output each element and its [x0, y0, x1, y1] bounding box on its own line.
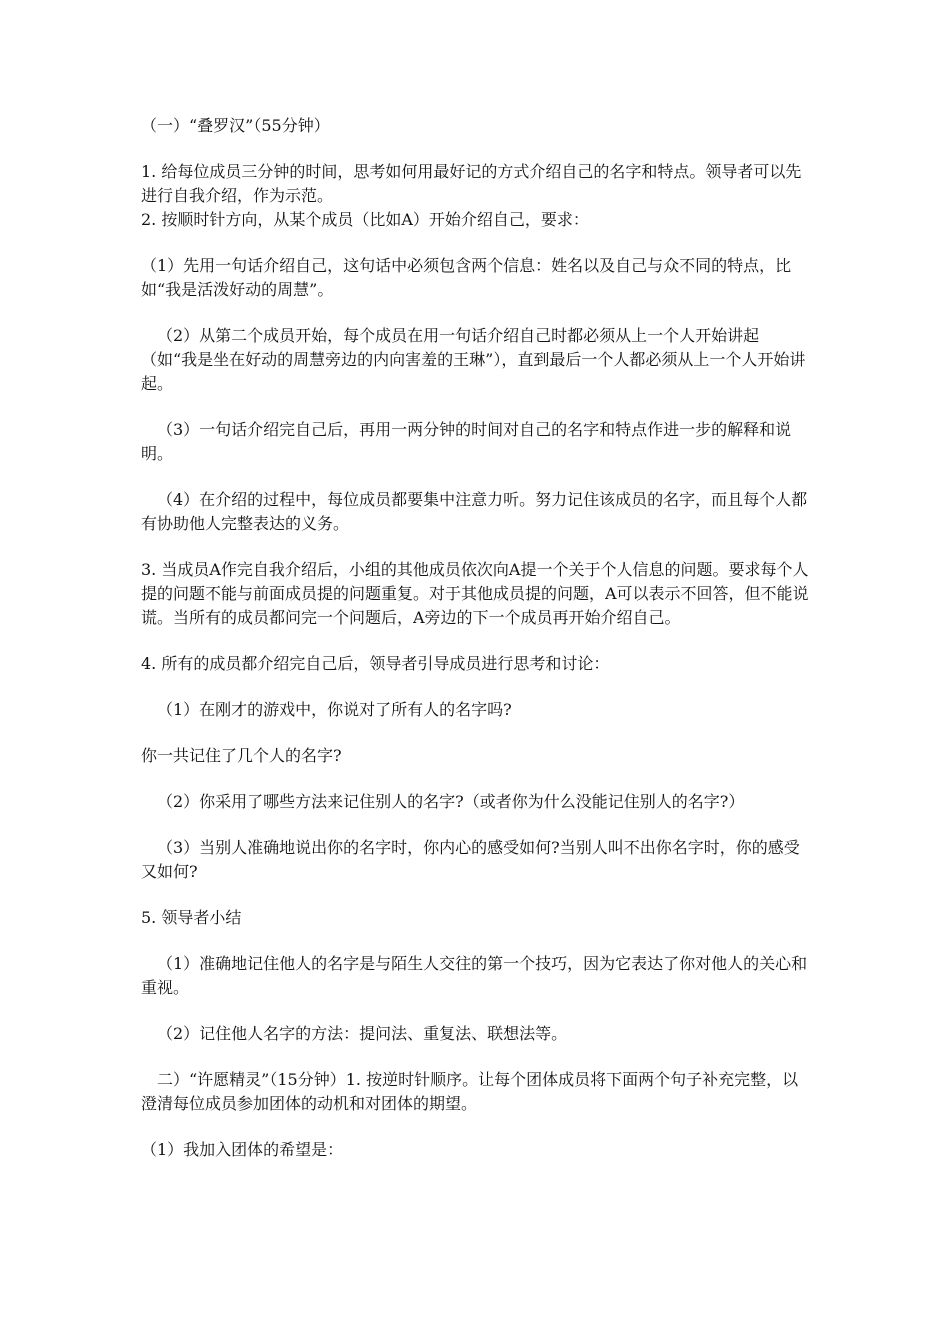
paragraph-step-2-item-3: （3）一句话介绍完自己后，再用一两分钟的时间对自己的名字和特点作进一步的解释和说明。 — [141, 420, 792, 463]
paragraph-step-5: 5. 领导者小结 — [141, 908, 242, 927]
paragraph-step-4-question-2: （2）你采用了哪些方法来记住别人的名字?（或者你为什么没能记住别人的名字?） — [157, 792, 745, 811]
paragraph-step-5-item-1: （1）准确地记住他人的名字是与陌生人交往的第一个技巧，因为它表达了你对他人的关心和重视。 — [141, 954, 808, 997]
paragraph-step-5-item-2: （2）记住他人名字的方法：提问法、重复法、联想法等。 — [157, 1024, 568, 1043]
section-heading-2: 二）“许愿精灵”（15分钟）1. 按逆时针顺序。让每个团体成员将下面两个句子补充完整，以澄清每位成员参加团体的动机和对团体的期望。 — [141, 1070, 799, 1113]
paragraph-step-3: 3. 当成员A作完自我介绍后，小组的其他成员依次向A提一个关于个人信息的问题。要求每个人提的问题不能与前面成员提的问题重复。对于其他成员提的问题，A可以表示不回答，但不能说谎。当所有的成员都问完一个问题后，A旁边的下一个成员再开始介绍自己。 — [141, 560, 809, 627]
paragraph-step-2-item-4: （4）在介绍的过程中，每位成员都要集中注意力听。努力记住该成员的名字，而且每个人都有协助他人完整表达的义务。 — [141, 490, 808, 533]
paragraph-step-2-item-2: （2）从第二个成员开始，每个成员在用一句话介绍自己时都必须从上一个人开始讲起（如“我是坐在好动的周慧旁边的内向害羞的王琳”），直到最后一个人都必须从上一个人开始讲起。 — [141, 326, 806, 393]
paragraph-step-4-question-3: （3）当别人准确地说出你的名字时，你内心的感受如何?当别人叫不出你名字时，你的感受又如何? — [141, 838, 800, 881]
document-body — [141, 114, 813, 1162]
paragraph-section-2-item-1: （1）我加入团体的希望是： — [141, 1140, 344, 1159]
paragraph-step-4-question-1-cont: 你一共记住了几个人的名字? — [141, 746, 342, 765]
paragraph-step-4: 4. 所有的成员都介绍完自己后，领导者引导成员进行思考和讨论： — [141, 654, 610, 673]
paragraph-step-2: 2. 按顺时针方向，从某个成员（比如A）开始介绍自己，要求： — [141, 210, 589, 229]
paragraph-step-1: 1. 给每位成员三分钟的时间，思考如何用最好记的方式介绍自己的名字和特点。领导者可以先进行自我介绍，作为示范。 — [141, 162, 802, 205]
section-heading-1: （一）“叠罗汉”（55分钟） — [141, 116, 330, 135]
paragraph-step-4-question-1: （1）在刚才的游戏中，你说对了所有人的名字吗? — [157, 700, 512, 719]
paragraph-step-2-item-1: （1）先用一句话介绍自己，这句话中必须包含两个信息：姓名以及自己与众不同的特点，比如“我是活泼好动的周慧”。 — [141, 256, 792, 299]
